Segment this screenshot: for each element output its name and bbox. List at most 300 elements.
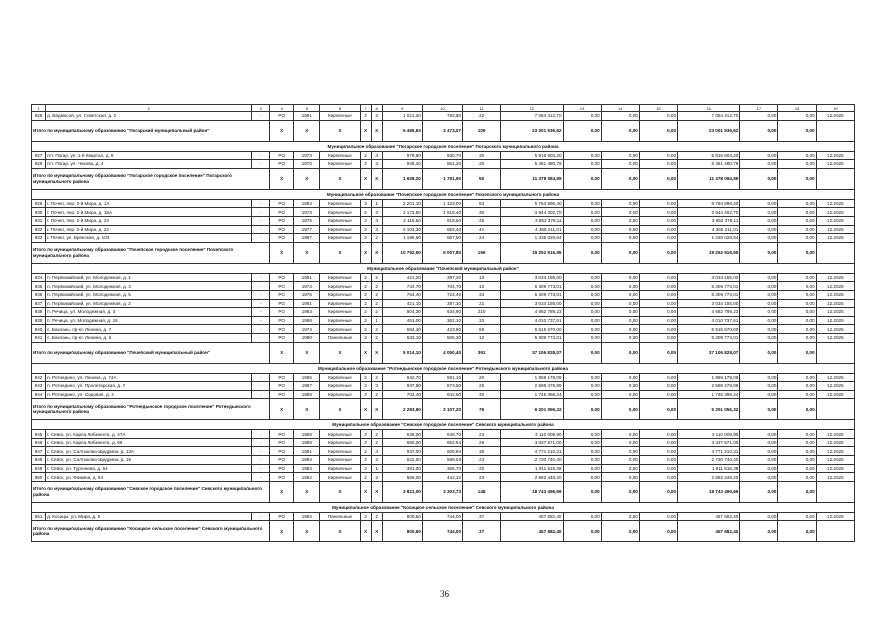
- table-cell: г. Севск, ул. Тургенева, д. 54: [46, 464, 252, 473]
- subtotal-row: [32, 168, 855, 189]
- column-number: 19: [816, 105, 854, 112]
- section-header-row: [32, 502, 855, 512]
- table-cell: 918,50: [422, 216, 462, 225]
- table-row: [32, 112, 855, 121]
- table-cell: 634,90: [422, 308, 462, 317]
- table-cell: 3 337 571,00: [501, 438, 563, 447]
- table-cell: п. Ротнедино, ул. Ленина, д. 74А: [46, 373, 252, 382]
- column-number: 18: [778, 105, 816, 112]
- table-cell: -: [252, 299, 270, 308]
- table-cell: п. Речица, ул. Молодежная, д. 3: [46, 308, 252, 317]
- table-cell: 2 595 478,89: [501, 382, 563, 391]
- table-cell: 567,50: [422, 234, 462, 243]
- table-cell: 20: [463, 464, 501, 473]
- table-cell: -: [252, 473, 270, 482]
- table-cell: -: [252, 273, 270, 282]
- subtotal-cell: 0,00: [601, 399, 639, 420]
- table-cell: п. Первомайский, ул. Молодежная, д. 2: [46, 299, 252, 308]
- table-cell: -: [252, 199, 270, 208]
- table-cell: п. Первомайский, ул. Молодежная, д. 1: [46, 273, 252, 282]
- table-cell: 13: [463, 273, 501, 282]
- table-cell: 0,00: [601, 234, 639, 243]
- table-cell: 4 682 789,23: [678, 308, 740, 317]
- subtotal-cell: 3 473,07: [422, 120, 462, 141]
- table-cell: 1: [371, 316, 382, 325]
- table-cell: 421,10: [382, 299, 422, 308]
- table-cell: 12.2025: [816, 234, 854, 243]
- table-cell: Кирпичные: [320, 456, 360, 465]
- table-cell: 0,00: [639, 234, 677, 243]
- table-cell: 940: [32, 325, 46, 334]
- table-cell: 0,00: [778, 390, 816, 399]
- table-cell: 0,00: [563, 112, 601, 121]
- table-row: [32, 308, 855, 317]
- table-cell: 635,00: [382, 430, 422, 439]
- table-cell: 1974: [294, 325, 320, 334]
- table-cell: 0,00: [601, 273, 639, 282]
- housing-register-table: [31, 104, 855, 542]
- table-cell: 10: [463, 282, 501, 291]
- table-cell: Кирпичные: [320, 430, 360, 439]
- table-cell: РО: [270, 430, 294, 439]
- table-cell: 861,20: [422, 160, 462, 169]
- table-cell: 33: [463, 316, 501, 325]
- table-cell: РО: [270, 512, 294, 521]
- subtotal-cell: Х: [270, 242, 294, 263]
- table-cell: 937: [32, 299, 46, 308]
- table-cell: 0,00: [778, 299, 816, 308]
- table-cell: 1 618,40: [422, 208, 462, 217]
- table-cell: 948: [32, 456, 46, 465]
- table-row: [32, 390, 855, 399]
- table-cell: 1 123,00: [422, 199, 462, 208]
- table-cell: 1970: [294, 160, 320, 169]
- table-cell: 0,00: [740, 160, 778, 169]
- table-cell: 362,10: [422, 316, 462, 325]
- subtotal-cell: 1 928,20: [382, 168, 422, 189]
- table-cell: 703,40: [382, 390, 422, 399]
- table-cell: 0,00: [601, 290, 639, 299]
- column-number: 2: [46, 105, 252, 112]
- table-cell: 12.2025: [816, 325, 854, 334]
- section-header-row: [32, 363, 855, 373]
- table-cell: 20: [463, 373, 501, 382]
- table-cell: -: [252, 382, 270, 391]
- table-cell: 23: [463, 473, 501, 482]
- table-cell: 0,00: [778, 208, 816, 217]
- table-cell: Кирпичные: [320, 325, 360, 334]
- table-cell: 0,00: [563, 216, 601, 225]
- table-cell: 457 682,40: [678, 512, 740, 521]
- table-cell: -: [252, 325, 270, 334]
- subtotal-cell: 4 050,40: [422, 342, 462, 363]
- table-cell: 3 853 378,11: [501, 216, 563, 225]
- table-cell: 533,10: [382, 333, 422, 342]
- table-cell: 1981: [294, 447, 320, 456]
- subtotal-cell: 50: [463, 168, 501, 189]
- table-cell: 882,40: [422, 225, 462, 234]
- table-cell: 0,00: [563, 160, 601, 169]
- table-cell: 12.2025: [816, 308, 854, 317]
- subtotal-cell: 0,00: [563, 120, 601, 141]
- table-cell: 6 515 670,00: [678, 325, 740, 334]
- table-cell: 0,00: [601, 333, 639, 342]
- table-cell: 1 335 028,64: [501, 234, 563, 243]
- subtotal-cell: 0,00: [778, 481, 816, 502]
- table-cell: 3: [360, 333, 371, 342]
- table-cell: 1983: [294, 308, 320, 317]
- table-row: [32, 290, 855, 299]
- table-cell: 724,40: [422, 290, 462, 299]
- table-cell: 2: [371, 390, 382, 399]
- table-cell: -: [252, 234, 270, 243]
- table-cell: Кирпичные: [320, 308, 360, 317]
- column-number: 6: [320, 105, 360, 112]
- subtotal-cell: 0,00: [639, 242, 677, 263]
- table-cell: 0,00: [740, 112, 778, 121]
- table-cell: -: [252, 456, 270, 465]
- subtotal-cell: 23 001 936,62: [501, 120, 563, 141]
- table-cell: 0,00: [601, 325, 639, 334]
- subtotal-cell: 0,00: [601, 242, 639, 263]
- column-number-row: [32, 105, 855, 112]
- table-cell: РО: [270, 160, 294, 169]
- subtotal-cell: 0,00: [740, 481, 778, 502]
- table-cell: 0,00: [601, 390, 639, 399]
- subtotal-row: [32, 120, 855, 141]
- table-cell: 3: [371, 208, 382, 217]
- subtotal-cell: Х: [320, 521, 360, 542]
- subtotal-cell: 744,00: [422, 521, 462, 542]
- table-cell: 0,00: [563, 299, 601, 308]
- table-cell: 0,00: [601, 512, 639, 521]
- subtotal-cell: Х: [294, 521, 320, 542]
- table-cell: 939: [32, 316, 46, 325]
- table-cell: 0,00: [778, 160, 816, 169]
- table-cell: 12.2025: [816, 430, 854, 439]
- table-cell: 24: [463, 234, 501, 243]
- table-cell: 1981: [294, 299, 320, 308]
- table-row: [32, 438, 855, 447]
- table-cell: 0,00: [778, 308, 816, 317]
- table-cell: -: [252, 216, 270, 225]
- table-cell: 928: [32, 112, 46, 121]
- table-cell: 589,03: [422, 456, 462, 465]
- table-cell: д. Косицы, ул. Мира, д. 5: [46, 512, 252, 521]
- table-cell: 3: [371, 151, 382, 160]
- table-cell: 0,00: [601, 447, 639, 456]
- subtotal-cell: 0,00: [778, 120, 816, 141]
- table-cell: 5 309 773,01: [501, 333, 563, 342]
- subtotal-cell: [816, 120, 854, 141]
- subtotal-cell: 0,00: [563, 399, 601, 420]
- table-cell: 381,00: [382, 464, 422, 473]
- table-cell: 0,00: [740, 373, 778, 382]
- register-sheet: [31, 104, 855, 542]
- table-cell: пгт. Погар, ул. 1-й Квартал, д. 8: [46, 151, 252, 160]
- table-cell: 2 201,10: [382, 199, 422, 208]
- table-cell: 0,00: [639, 273, 677, 282]
- table-cell: г. Почеп, пер. 2-й Мира, д. 24: [46, 216, 252, 225]
- table-cell: 0,00: [639, 512, 677, 521]
- table-cell: 642,70: [382, 373, 422, 382]
- table-cell: 2: [360, 234, 371, 243]
- table-cell: 0,00: [740, 456, 778, 465]
- table-cell: 804,30: [382, 308, 422, 317]
- table-cell: 5 764 896,40: [501, 199, 563, 208]
- table-cell: 0,00: [563, 456, 601, 465]
- table-cell: 5 309 773,01: [678, 282, 740, 291]
- table-cell: 12.2025: [816, 290, 854, 299]
- subtotal-cell: 18 743 496,69: [678, 481, 740, 502]
- table-cell: 0,00: [778, 373, 816, 382]
- table-cell: 5 309 773,01: [678, 290, 740, 299]
- subtotal-cell: Х: [371, 342, 382, 363]
- table-cell: 0,00: [601, 373, 639, 382]
- subtotal-cell: Х: [371, 521, 382, 542]
- table-cell: 3 944 402,70: [678, 208, 740, 217]
- table-cell: 1 745 398,24: [501, 390, 563, 399]
- subtotal-label: Итого по муниципальному образованию "Погарское городское поселение" Погарского муниципального района: [32, 168, 270, 189]
- table-cell: 5 461 480,79: [678, 160, 740, 169]
- table-cell: 0,00: [601, 216, 639, 225]
- table-cell: 622,00: [382, 456, 422, 465]
- table-cell: 0,00: [563, 151, 601, 160]
- table-cell: РО: [270, 473, 294, 482]
- subtotal-cell: 0,00: [601, 120, 639, 141]
- table-cell: 5 309 773,01: [501, 290, 563, 299]
- table-cell: 0,00: [778, 316, 816, 325]
- table-row: [32, 333, 855, 342]
- subtotal-cell: 18 743 496,69: [501, 481, 563, 502]
- column-number: 5: [294, 105, 320, 112]
- table-cell: 0,00: [740, 447, 778, 456]
- table-cell: 1983: [294, 464, 320, 473]
- table-cell: Кирпичные: [320, 199, 360, 208]
- table-cell: 2: [360, 316, 371, 325]
- table-cell: 0,00: [601, 282, 639, 291]
- subtotal-label: Итого по муниципальному образованию "Почепский муниципальный район": [32, 342, 270, 363]
- table-cell: 5 916 604,20: [501, 151, 563, 160]
- subtotal-cell: Х: [360, 521, 371, 542]
- table-cell: 0,00: [740, 333, 778, 342]
- table-cell: 949: [32, 464, 46, 473]
- table-cell: 0,00: [740, 208, 778, 217]
- table-cell: -: [252, 208, 270, 217]
- table-cell: 951: [32, 512, 46, 521]
- table-cell: РО: [270, 390, 294, 399]
- table-cell: -: [252, 464, 270, 473]
- table-cell: 2: [360, 299, 371, 308]
- table-cell: 0,00: [740, 473, 778, 482]
- table-cell: 0,00: [639, 290, 677, 299]
- table-cell: 1977: [294, 225, 320, 234]
- subtotal-cell: Х: [360, 168, 371, 189]
- table-row: [32, 208, 855, 217]
- subtotal-cell: 0,00: [639, 120, 677, 141]
- table-cell: 734,70: [382, 282, 422, 291]
- table-cell: 2: [371, 430, 382, 439]
- table-cell: 0,00: [563, 273, 601, 282]
- table-cell: 0,00: [639, 464, 677, 473]
- subtotal-cell: 0,00: [601, 521, 639, 542]
- table-cell: 930: [32, 208, 46, 217]
- subtotal-cell: Х: [320, 120, 360, 141]
- column-number: 17: [740, 105, 778, 112]
- table-cell: 0,00: [778, 225, 816, 234]
- table-cell: 12.2025: [816, 199, 854, 208]
- subtotal-cell: Х: [294, 120, 320, 141]
- table-cell: 1969: [294, 430, 320, 439]
- table-cell: РО: [270, 112, 294, 121]
- table-cell: 5 916 604,20: [678, 151, 740, 160]
- column-number: 8: [371, 105, 382, 112]
- subtotal-cell: 0,00: [778, 342, 816, 363]
- subtotal-cell: 19 252 916,95: [678, 242, 740, 263]
- table-cell: 0,00: [563, 447, 601, 456]
- table-cell: 0,00: [740, 225, 778, 234]
- table-cell: п. Первомайский, ул. Молодежная, д. 5: [46, 290, 252, 299]
- table-cell: 2: [371, 290, 382, 299]
- table-cell: 0,00: [740, 382, 778, 391]
- subtotal-cell: Х: [294, 342, 320, 363]
- table-cell: 931: [32, 216, 46, 225]
- subtotal-cell: Х: [371, 168, 382, 189]
- subtotal-row: [32, 399, 855, 420]
- table-cell: 2: [360, 447, 371, 456]
- subtotal-cell: 196: [463, 242, 501, 263]
- table-cell: 549,70: [422, 430, 462, 439]
- table-cell: г. Почеп, ул. Брянская, д. 103: [46, 234, 252, 243]
- table-cell: 1984: [294, 199, 320, 208]
- table-cell: 2: [360, 290, 371, 299]
- table-cell: п. Ротнедино, ул. Садовая, д. 4: [46, 390, 252, 399]
- table-row: [32, 456, 855, 465]
- table-cell: 41: [463, 225, 501, 234]
- table-row: [32, 299, 855, 308]
- table-cell: 0,00: [778, 447, 816, 456]
- table-cell: 1973: [294, 151, 320, 160]
- table-cell: 457 682,40: [501, 512, 563, 521]
- table-cell: 33: [463, 290, 501, 299]
- table-cell: РО: [270, 299, 294, 308]
- table-cell: Панельные: [320, 333, 360, 342]
- table-cell: 873,50: [422, 382, 462, 391]
- table-cell: 3 110 009,90: [678, 430, 740, 439]
- subtotal-cell: 0,00: [601, 481, 639, 502]
- table-cell: Кирпичные: [320, 160, 360, 169]
- table-cell: 4 010 737,61: [678, 316, 740, 325]
- table-row: [32, 325, 855, 334]
- subtotal-cell: 1 791,90: [422, 168, 462, 189]
- subtotal-cell: 37 106 828,07: [678, 342, 740, 363]
- subtotal-cell: [816, 481, 854, 502]
- table-row: [32, 382, 855, 391]
- table-cell: 1 335 028,64: [678, 234, 740, 243]
- table-cell: 0,00: [639, 308, 677, 317]
- table-cell: РО: [270, 464, 294, 473]
- subtotal-cell: 0,00: [639, 399, 677, 420]
- table-row: [32, 234, 855, 243]
- subtotal-cell: Х: [270, 342, 294, 363]
- subtotal-cell: Х: [294, 481, 320, 502]
- table-cell: 591,10: [422, 373, 462, 382]
- subtotal-label: Итого по муниципальному образованию "Почепское городское поселение" Почепского муниципального района: [32, 242, 270, 263]
- table-cell: 2: [360, 373, 371, 382]
- table-cell: 1991: [294, 112, 320, 121]
- table-cell: 0,00: [601, 430, 639, 439]
- section-header-row: [32, 189, 855, 199]
- table-cell: 0,00: [778, 199, 816, 208]
- subtotal-cell: 0,00: [740, 120, 778, 141]
- subtotal-cell: 5 465,63: [382, 120, 422, 141]
- table-cell: 946: [32, 438, 46, 447]
- table-cell: 3 853 378,11: [678, 216, 740, 225]
- table-cell: РО: [270, 208, 294, 217]
- table-cell: 2: [371, 325, 382, 334]
- subtotal-cell: Х: [270, 399, 294, 420]
- table-cell: 7 054 412,70: [678, 112, 740, 121]
- table-cell: 0,00: [601, 464, 639, 473]
- table-cell: с. Баклань, пр-кт. Ленина, д. 8: [46, 333, 252, 342]
- table-cell: 0,00: [563, 199, 601, 208]
- table-cell: 2: [360, 216, 371, 225]
- subtotal-cell: 19 252 916,95: [501, 242, 563, 263]
- table-cell: 2: [371, 438, 382, 447]
- table-cell: 3: [360, 199, 371, 208]
- subtotal-label: Итого по муниципальному образованию "Севское городское поселение" Севского муниципального района: [32, 481, 270, 502]
- table-cell: 2: [360, 473, 371, 482]
- table-cell: 2: [371, 473, 382, 482]
- table-cell: 12.2025: [816, 447, 854, 456]
- table-cell: 0,00: [639, 473, 677, 482]
- table-cell: 782,80: [422, 112, 462, 121]
- table-cell: 1965: [294, 373, 320, 382]
- subtotal-cell: Х: [360, 399, 371, 420]
- table-cell: 1: [371, 199, 382, 208]
- table-cell: 0,00: [601, 308, 639, 317]
- table-cell: 0,00: [740, 299, 778, 308]
- table-cell: 210: [463, 308, 501, 317]
- table-cell: 950: [32, 473, 46, 482]
- table-cell: 20: [463, 160, 501, 169]
- table-cell: 12.2025: [816, 382, 854, 391]
- table-cell: 5 764 896,40: [678, 199, 740, 208]
- table-cell: -: [252, 512, 270, 521]
- table-cell: 23: [463, 430, 501, 439]
- subtotal-cell: 0,00: [740, 342, 778, 363]
- subtotal-cell: 3 821,00: [382, 481, 422, 502]
- table-cell: 0,00: [639, 333, 677, 342]
- table-cell: 0,00: [563, 208, 601, 217]
- table-cell: РО: [270, 316, 294, 325]
- subtotal-cell: 10 792,60: [382, 242, 422, 263]
- table-cell: 12.2025: [816, 225, 854, 234]
- table-cell: 0,00: [563, 473, 601, 482]
- subtotal-cell: 0,00: [639, 521, 677, 542]
- table-cell: 0,00: [601, 438, 639, 447]
- table-cell: 0,00: [740, 308, 778, 317]
- table-cell: 0,00: [639, 282, 677, 291]
- table-cell: -: [252, 316, 270, 325]
- subtotal-cell: 0,00: [563, 481, 601, 502]
- table-cell: РО: [270, 382, 294, 391]
- table-cell: 37: [463, 512, 501, 521]
- table-cell: 2 730 740,40: [501, 456, 563, 465]
- table-cell: 2: [371, 512, 382, 521]
- table-cell: 12.2025: [816, 333, 854, 342]
- table-cell: 3 034 155,00: [678, 273, 740, 282]
